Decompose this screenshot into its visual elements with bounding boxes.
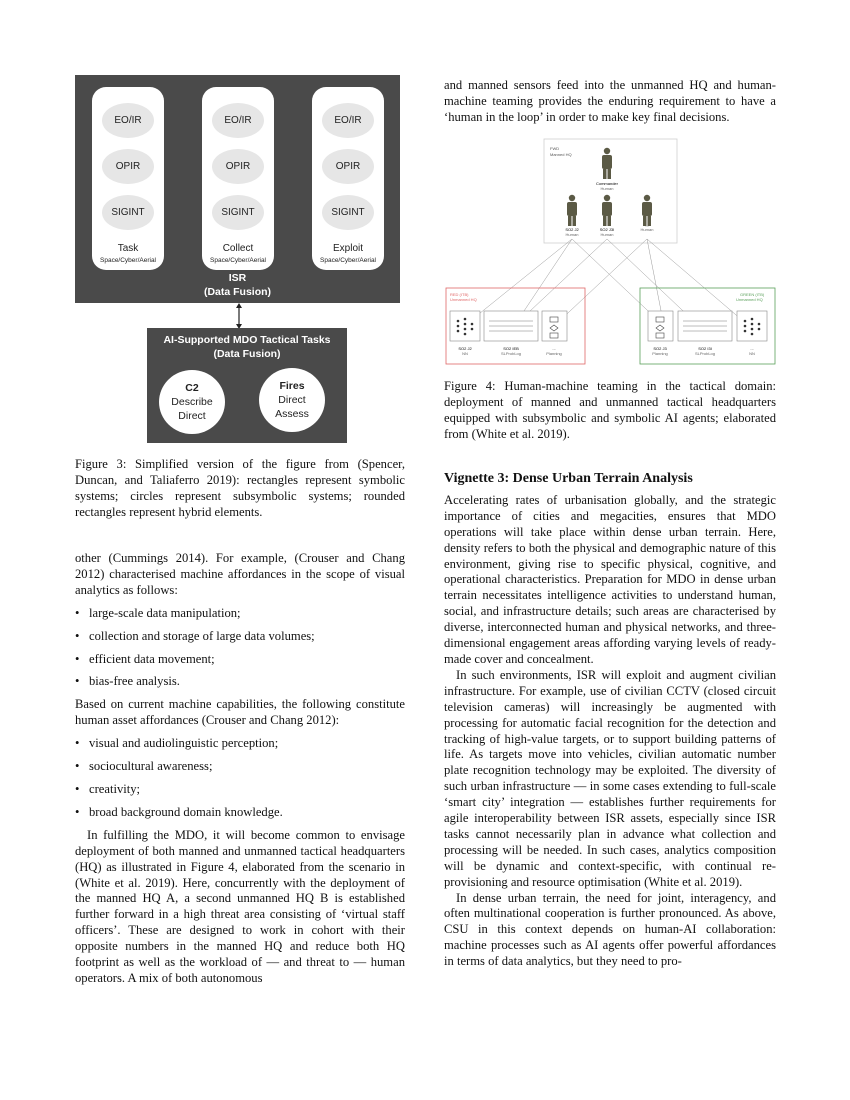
list-item: • broad background domain knowledge. xyxy=(75,805,405,821)
red-hq-title: RED (ITB) xyxy=(450,292,469,297)
isr-title: ISR xyxy=(228,272,247,284)
officer-sub: Human xyxy=(600,232,614,237)
officer-label: SO2 J2 xyxy=(565,227,579,232)
list-item: • creativity; xyxy=(75,782,405,798)
sensor-eoir: EO/IR xyxy=(212,103,264,138)
column-sublabel: Space/Cyber/Aerial xyxy=(320,257,376,264)
officer-sub: Human xyxy=(565,232,579,237)
column-sublabel: Space/Cyber/Aerial xyxy=(210,257,266,264)
agent-label: ... xyxy=(552,346,556,351)
list-item: • efficient data movement; xyxy=(75,652,405,668)
c2-title: C2 xyxy=(185,382,199,394)
figure-4 xyxy=(444,136,777,368)
sensor-sigint: SIGINT xyxy=(322,195,374,230)
agent-sub: Planning xyxy=(546,351,562,356)
paragraph: In dense urban terrain, the need for joint, interagency, and often multinational cooperation is further pronounced. As above, CSU in this context depends on human-AI collaboration: machine processes such as AI agents offer powerful affordances in terms of data analytics, but they need to pro- xyxy=(444,890,776,969)
list-item: • collection and storage of large data volumes; xyxy=(75,629,405,645)
agent-planning-box xyxy=(648,311,673,341)
figure-3-caption: Figure 3: Simplified version of the figure from (Spencer, Duncan, and Taliaferro 2019): rectangles represent symbolic systems; circles represent subsymbolic systems; rounded rectangles represent hybrid elements. xyxy=(75,457,405,519)
human-affordances-list xyxy=(75,736,405,821)
right-column xyxy=(444,471,776,970)
section-heading: Vignette 3: Dense Urban Terrain Analysis xyxy=(444,471,693,486)
column-label: Exploit xyxy=(332,243,363,254)
agent-label: SO2 J2 xyxy=(458,346,472,351)
agent-label: SO2 J3 xyxy=(653,346,667,351)
sensor-eoir: EO/IR xyxy=(322,103,374,138)
hq-subtitle: Manned HQ xyxy=(550,152,572,157)
tasks-subtitle: (Data Fusion) xyxy=(213,348,281,360)
column-sublabel: Space/Cyber/Aerial xyxy=(100,257,156,264)
isr-panel xyxy=(75,75,400,303)
red-hq-sub: Unmanned HQ xyxy=(450,297,477,302)
left-column xyxy=(75,551,405,987)
paragraph: In such environments, ISR will exploit and augment civilian infrastructure. For example, use of civilian CCTV (closed circuit television cameras) will increasingly be augmented with processing for automatic facial recognition for the detection and tracking of high-value targets, or to support building patterns of life. As targets move into vehicles, civilian automatic number plate recognition technology may be exploited. The diversity of such urban infrastructure — in some cases extending to full-scale ‘smart city’ integration — establishes further requirements for agile interoperability between ISR assets, especially since ISR tasks cannot necessarily plan in advance what collection and processing will be needed. In such cases, analytics composition will be dynamic and context-specific, with continual re-provisioning and resource optimisation (White et al. 2019). xyxy=(444,667,776,889)
agent-label: SO2 I3I xyxy=(698,346,712,351)
isr-column-task xyxy=(92,87,164,270)
paragraph: Based on current machine capabilities, the following constitute human asset affordances (Crouser and Chang 2012): xyxy=(75,697,405,728)
list-item: • large-scale data manipulation; xyxy=(75,606,405,622)
officer-sub: Human xyxy=(640,227,654,232)
soldier-icon xyxy=(567,195,577,226)
paragraph: Accelerating rates of urbanisation globally, and the strategic importance of cities and megacities, ensures that MDO operations will take place within dense urban terrain. Here, density refers to both the physical and demographic nature of this environment, giving rise to specific physical, cognitive, and operational characteristics. Preparation for MDO in dense urban terrain necessitates intelligence activities to understand human, social, and infrastructure details; such areas are characterised by diverse, interconnected human and physical networks, and three-dimensional engagement areas affording varying levels of ready-made cover and concealment. xyxy=(444,492,776,666)
hq-title: FWD xyxy=(550,146,560,151)
paragraph: other (Cummings 2014). For example, (Crouser and Chang 2012) characterised machine affordances in the scope of visual analytics as follows: xyxy=(75,551,405,597)
paragraph: In fulfilling the MDO, it will become common to envisage deployment of both manned and unmanned tactical headquarters (HQ) as illustrated in Figure 4, elaborated from the scenario in (White et al. 2019). Here, concurrently with the deployment of the manned HQ A, a second unmanned HQ B is established further forward in a high threat area consisting of ‘virtual staff officers’. These are designed to work in cohort with their opposite numbers in the manned HQ and reduce both HQ footprint as well as the workload of — and threat to — human operators. A mix of both autonomous xyxy=(75,827,405,985)
sensor-sigint: SIGINT xyxy=(212,195,264,230)
fires-line1: Direct xyxy=(278,394,306,406)
list-item: • sociocultural awareness; xyxy=(75,759,405,775)
right-column-top xyxy=(444,78,776,126)
isr-subtitle: (Data Fusion) xyxy=(203,286,272,298)
machine-affordances-list xyxy=(75,606,405,691)
officer-label: SO2 J3I xyxy=(599,227,615,232)
green-hq-sub: Unmanned HQ xyxy=(736,297,763,302)
tasks-title: AI-Supported MDO Tactical Tasks xyxy=(163,334,331,346)
fires-circle xyxy=(259,368,325,432)
soldier-icon xyxy=(602,148,612,179)
fires-line2: Assess xyxy=(275,408,309,420)
sensor-opir: OPIR xyxy=(322,149,374,184)
sensor-opir: OPIR xyxy=(212,149,264,184)
column-label: Task xyxy=(117,243,139,254)
sensor-sigint: SIGINT xyxy=(102,195,154,230)
agent-nn-box xyxy=(450,311,480,341)
list-item: • visual and audiolinguistic perception; xyxy=(75,736,405,752)
isr-column-exploit xyxy=(312,87,384,270)
bidirectional-arrow-icon xyxy=(233,303,245,329)
sensor-opir: OPIR xyxy=(102,149,154,184)
tactical-tasks-box xyxy=(147,328,347,443)
soldier-icon xyxy=(602,195,612,226)
commander-sub: Human xyxy=(600,186,614,191)
fires-title: Fires xyxy=(279,380,305,392)
agent-label: SO2 IEB xyxy=(503,346,519,351)
soldier-icon xyxy=(642,195,652,226)
agent-sub: SLProbLog xyxy=(500,351,522,356)
sensor-eoir: EO/IR xyxy=(102,103,154,138)
agent-sub: NN xyxy=(749,351,755,356)
figure-3 xyxy=(75,75,400,445)
c2-circle xyxy=(159,370,225,434)
agent-sub: NN xyxy=(462,351,468,356)
figure-4-caption: Figure 4: Human-machine teaming in the tactical domain: deployment of manned and unmanned tactical headquarters equipped with subsymbolic and symbolic AI agents; elaborated from (White et al. 2019). xyxy=(444,379,776,441)
paragraph: and manned sensors feed into the unmanned HQ and human-machine teaming provides the enduring requirement to have a ‘human in the loop’ in order to make key final decisions. xyxy=(444,78,776,124)
c2-line1: Describe xyxy=(171,396,213,408)
commander-label: Commander xyxy=(595,181,619,186)
list-item: • bias-free analysis. xyxy=(75,674,405,690)
column-label: Collect xyxy=(222,243,254,254)
agent-nn-box xyxy=(737,311,767,341)
c2-line2: Direct xyxy=(178,410,206,422)
agent-sub: SLProbLog xyxy=(694,351,716,356)
agent-label: ... xyxy=(750,346,754,351)
officer-label: ... xyxy=(645,223,649,228)
agent-sub: Planning xyxy=(652,351,668,356)
green-hq-title: GREEN (ITB) xyxy=(740,292,765,297)
agent-planning-box xyxy=(542,311,567,341)
isr-column-collect xyxy=(202,87,274,270)
